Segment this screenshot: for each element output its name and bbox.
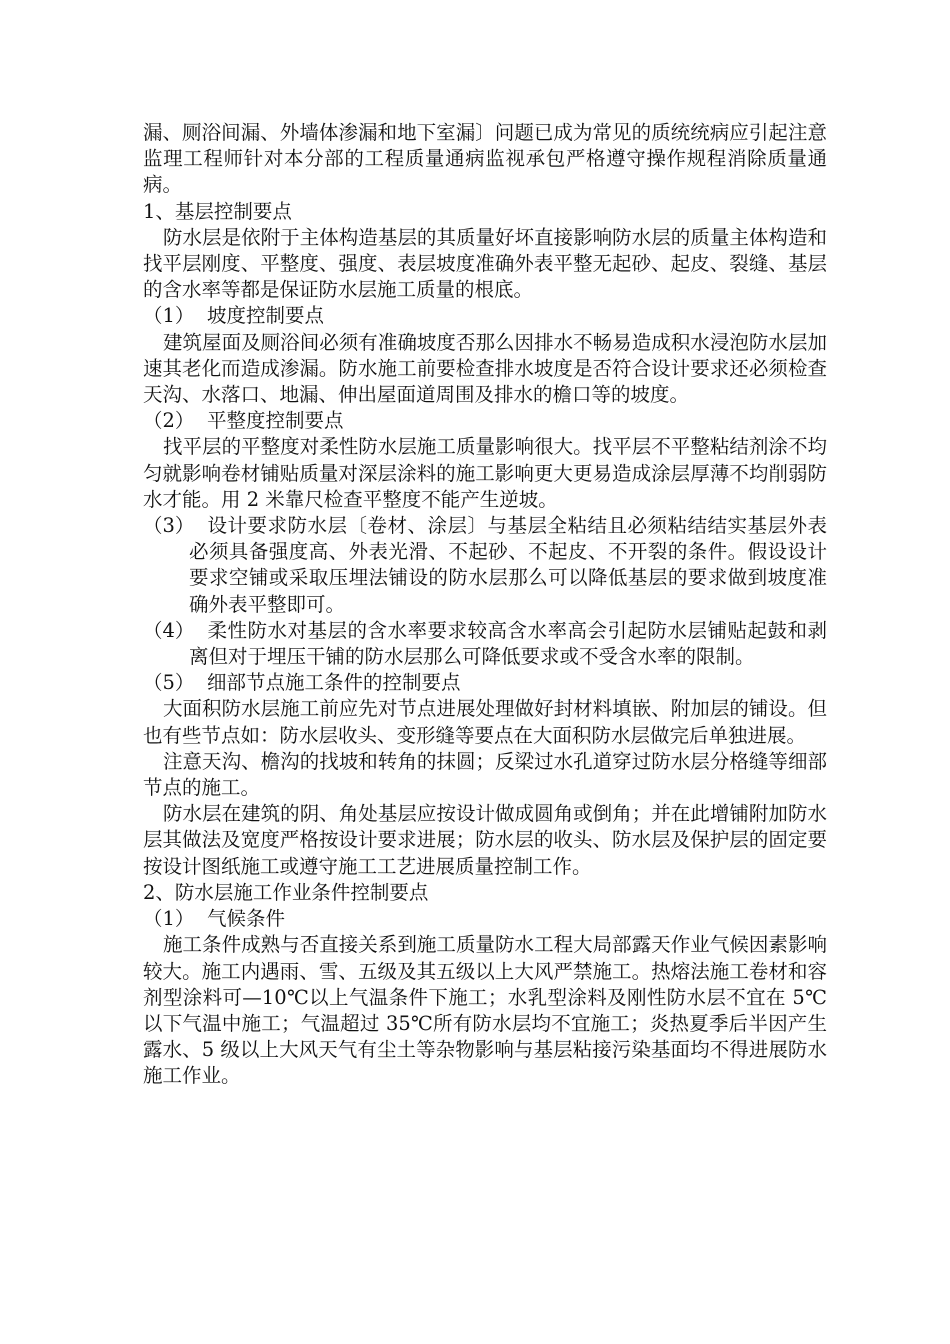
item-1-heading [143, 303, 827, 329]
item-3-paragraph [143, 513, 827, 618]
item-2-body: 找平层的平整度对柔性防水层施工质量影响很大。找平层不平整粘结剂涂不均匀就影响卷材铺贴质量对深层涂料的施工影响更大更易造成涂层厚薄不均削弱防水才能。用 2 米靠尺检查平整度不能产生逆坡。 [143, 435, 827, 511]
section-1-body: 防水层是依附于主体构造基层的其质量好坏直接影响防水层的质量主体构造和找平层刚度、平整度、强度、表层坡度准确外表平整无起砂、起皮、裂缝、基层的含水率等都是保证防水层施工质量的根底。 [143, 225, 827, 302]
item-5-body-3: 防水层在建筑的阴、角处基层应按设计做成圆角或倒角；并在此增铺附加防水层其做法及宽度严格按设计要求进展；防水层的收头、防水层及保护层的固定要按设计图纸施工或遵守施工工艺进展质量控制工作。 [143, 802, 827, 878]
document-page [143, 120, 827, 1090]
item-3-text: 设计要求防水层〔卷材、涂层〕与基层全粘结且必须粘结结实基层外表必须具备强度高、外表光滑、不起砂、不起皮、不开裂的条件。假设设计要求空铺或采取压埋法铺设的防水层那么可以降低基层的要求做到坡度准确外表平整即可。 [189, 514, 827, 616]
item-1-body: 建筑屋面及厕浴间必须有准确坡度否那么因排水不畅易造成积水浸泡防水层加速其老化而造成渗漏。防水施工前要检查排水坡度是否符合设计要求还必须检查天沟、水落口、地漏、伸出屋面道周围及排水的檐口等的坡度。 [143, 330, 827, 407]
item-4-paragraph [143, 618, 827, 670]
item-2-heading [143, 408, 827, 434]
item-5-title: 细部节点施工条件的控制要点 [207, 671, 461, 695]
item-1-number: （1） [143, 304, 195, 328]
item-5-number: （5） [143, 671, 195, 695]
section-2-heading: 2、防水层施工作业条件控制要点 [143, 880, 429, 904]
item-3-number: （3） [143, 514, 195, 538]
intro-paragraph: 漏、厕浴间漏、外墙体渗漏和地下室漏〕问题已成为常见的质统统病应引起注意监理工程师针对本分部的工程质量通病监视承包严格遵守操作规程消除质量通病。 [143, 121, 827, 197]
item-6-heading [143, 906, 827, 932]
item-5-body-1: 大面积防水层施工前应先对节点进展处理做好封材料填嵌、附加层的铺设。但也有些节点如：防水层收头、变形缝等要点在大面积防水层做完后单独进展。 [143, 697, 827, 747]
item-2-title: 平整度控制要点 [207, 409, 344, 433]
section-1-heading: 1、基层控制要点 [143, 199, 292, 223]
item-6-title: 气候条件 [207, 907, 286, 931]
item-4-number: （4） [143, 618, 195, 642]
item-6-number: （1） [143, 907, 195, 931]
item-2-number: （2） [143, 409, 195, 433]
item-1-title: 坡度控制要点 [207, 304, 325, 328]
item-5-heading [143, 670, 827, 696]
item-4-text: 柔性防水对基层的含水率要求较高含水率高会引起防水层铺贴起鼓和剥离但对于埋压干铺的防水层那么可降低要求或不受含水率的限制。 [189, 618, 827, 669]
item-5-body-2: 注意天沟、檐沟的找坡和转角的抹圆；反梁过水孔道穿过防水层分格缝等细部节点的施工。 [143, 749, 827, 800]
item-6-body: 施工条件成熟与否直接关系到施工质量防水工程大局部露天作业气候因素影响较大。施工内遇雨、雪、五级及其五级以上大风严禁施工。热熔法施工卷材和容剂型涂料可—10℃以上气温条件下施工；水乳型涂料及刚性防水层不宜在 5℃以下气温中施工；气温超过 35℃所有防水层均不宜施工；炎热夏季后半因产生露水、5 级以上大风天气有尘土等杂物影响与基层粘接污染基面均不得进展防水施工作业。 [143, 933, 827, 1088]
